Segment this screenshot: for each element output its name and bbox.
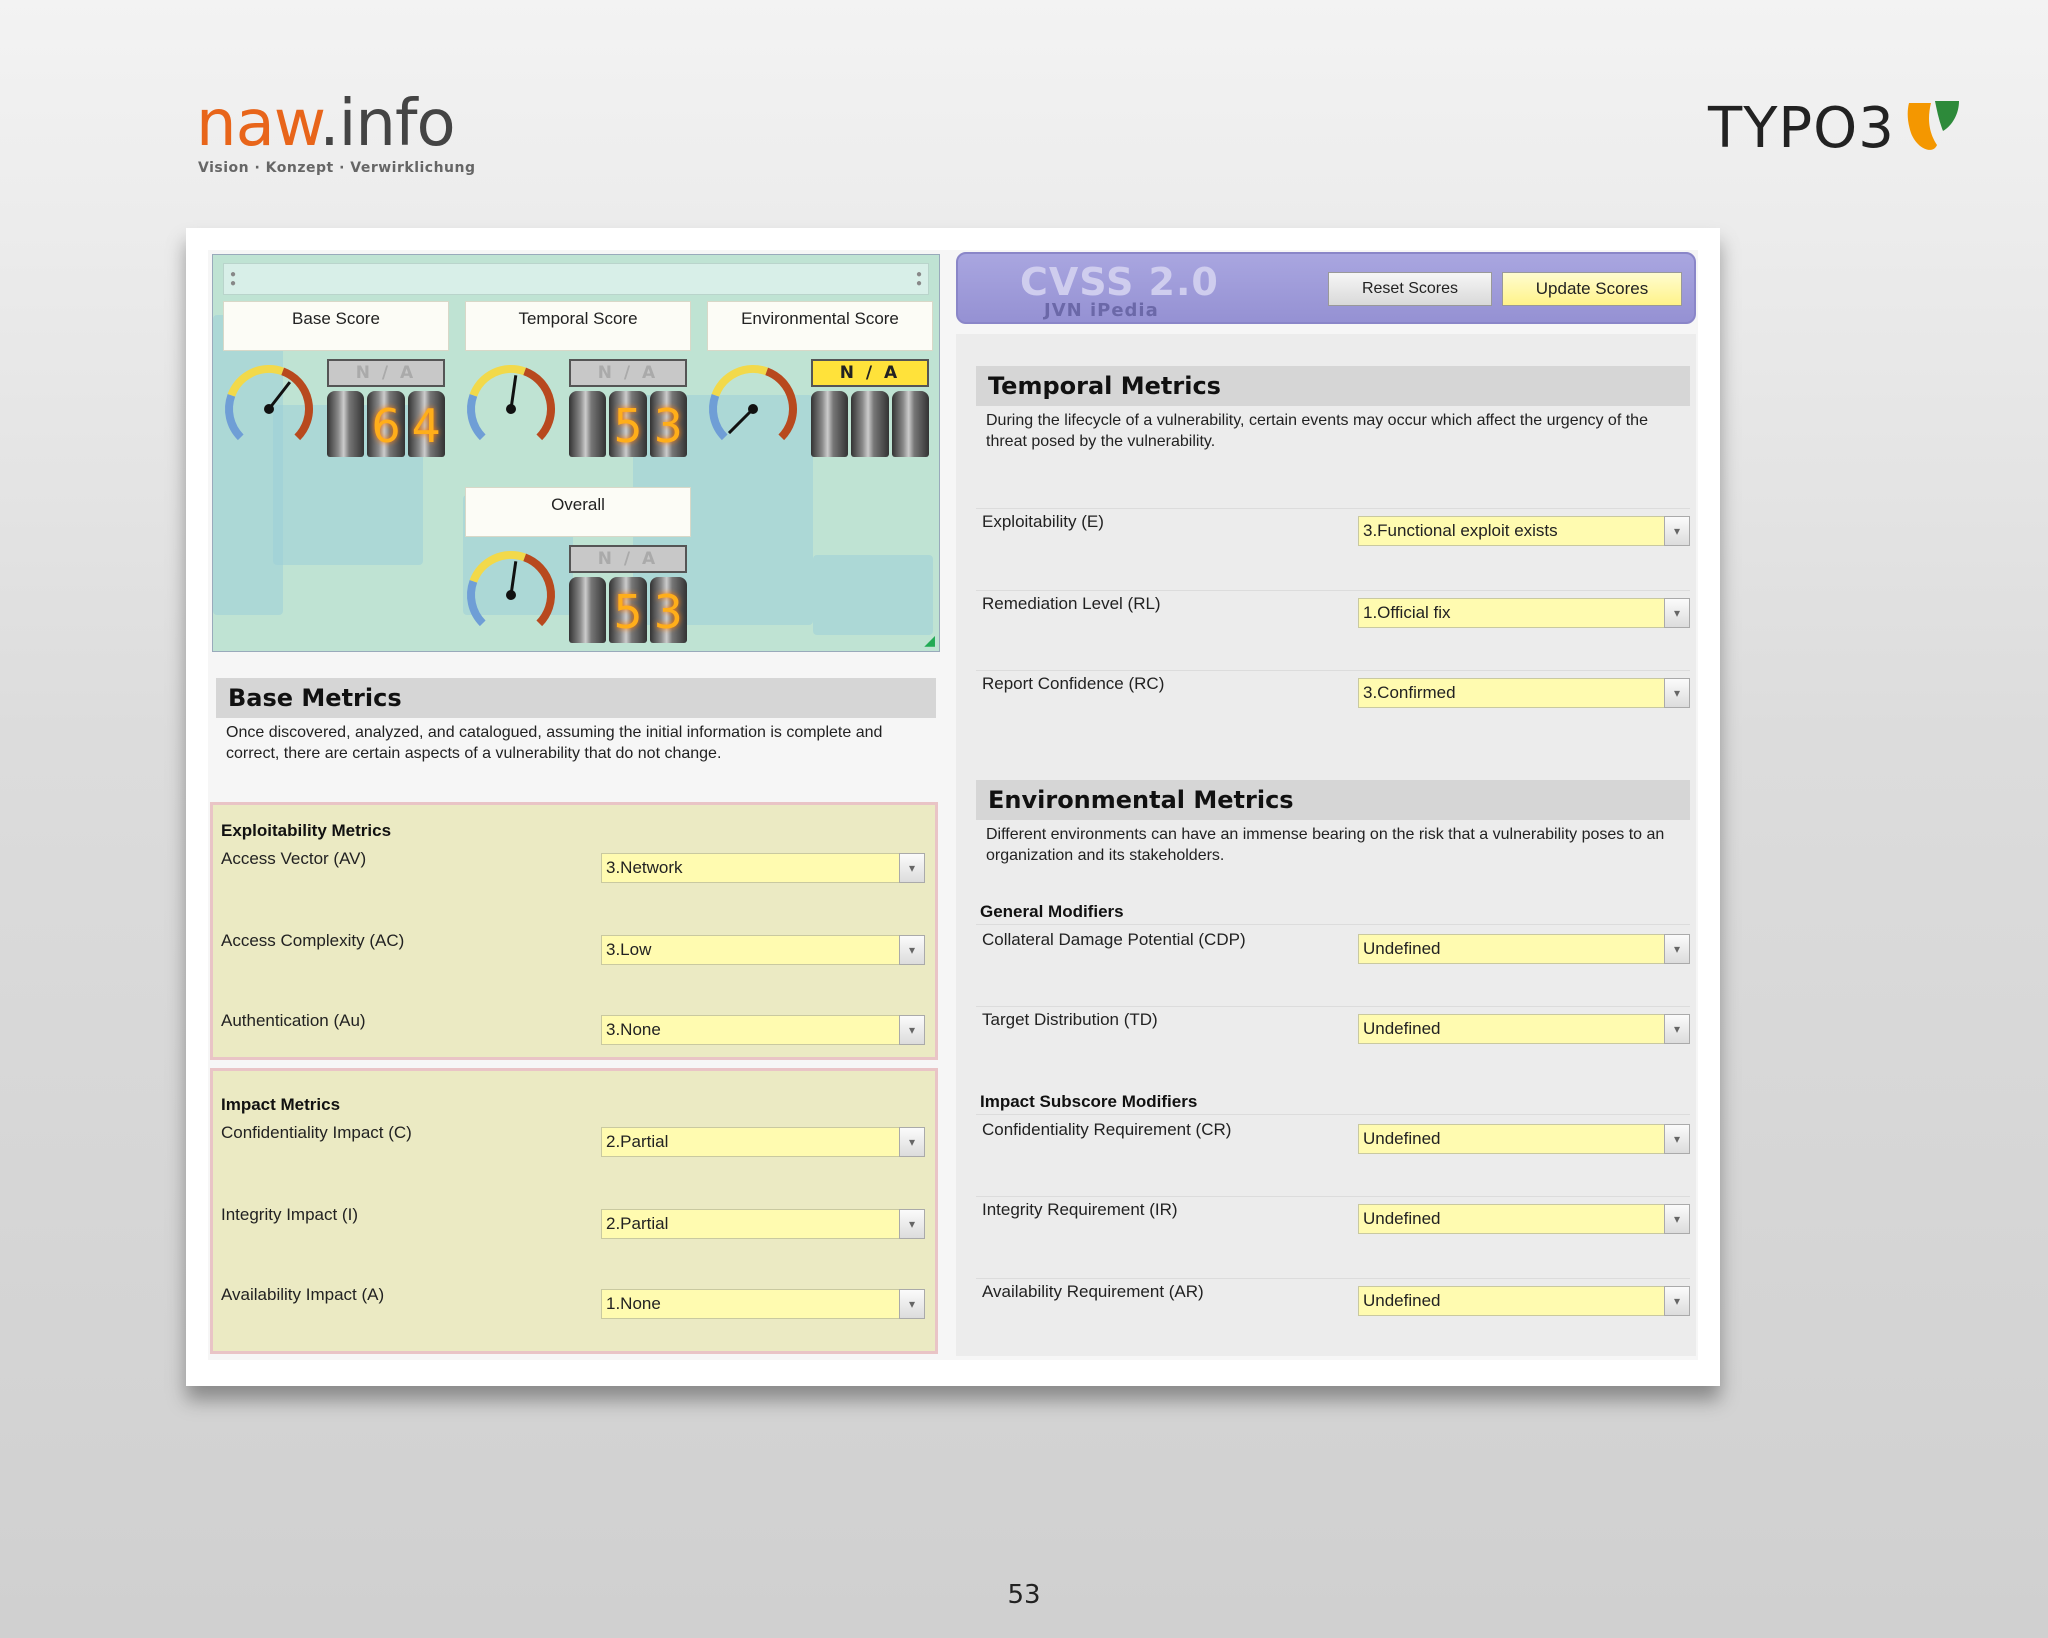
- chevron-down-icon[interactable]: ▾: [899, 935, 925, 965]
- chevron-down-icon[interactable]: ▾: [899, 1015, 925, 1045]
- chevron-down-icon[interactable]: ▾: [1664, 598, 1690, 628]
- temporal-score-gauge: [461, 359, 687, 459]
- dial-high-arc: [767, 371, 793, 437]
- nixie-tube: [892, 391, 929, 457]
- access-vector-select[interactable]: 3.Network ▾: [601, 853, 925, 883]
- report-confidence-select[interactable]: 3.Confirmed ▾: [1358, 678, 1690, 708]
- environmental-score-nixie: [811, 391, 929, 457]
- dial-hub: [506, 404, 516, 414]
- access-complexity-label: Access Complexity (AC): [221, 931, 405, 950]
- integrity-impact-label: Integrity Impact (I): [221, 1205, 358, 1224]
- nixie-tube: [569, 391, 606, 457]
- cvss-header-bar: [956, 252, 1696, 324]
- remediation-level-label: Remediation Level (RL): [982, 594, 1161, 613]
- exploitability-metrics-label: Exploitability Metrics: [221, 821, 392, 840]
- report-confidence-label: Report Confidence (RC): [982, 674, 1165, 693]
- base-score-gauge: [219, 359, 445, 459]
- cdp-select[interactable]: Undefined ▾: [1358, 934, 1690, 964]
- chevron-down-icon[interactable]: ▾: [1664, 934, 1690, 964]
- gauges-toolbar: ● ● ● ●: [223, 263, 929, 295]
- typo3-logo-icon: [1903, 99, 1963, 159]
- chevron-down-icon[interactable]: ▾: [1664, 1204, 1690, 1234]
- environmental-score-gauge: [703, 359, 929, 459]
- nixie-tube: 3: [650, 391, 687, 457]
- chevron-down-icon[interactable]: ▾: [1664, 678, 1690, 708]
- chevron-down-icon[interactable]: ▾: [899, 853, 925, 883]
- chevron-down-icon[interactable]: ▾: [1664, 1286, 1690, 1316]
- cdp-label: Collateral Damage Potential (CDP): [982, 930, 1246, 949]
- dial-hub: [264, 404, 274, 414]
- dial-needle: [269, 382, 290, 409]
- overall-score-dial: [461, 545, 565, 645]
- overall-score-display: N / A: [569, 545, 687, 573]
- resize-grip-icon[interactable]: ◢: [924, 632, 935, 648]
- overall-score-nixie: [569, 577, 687, 643]
- impact-subscore-modifiers-label: Impact Subscore Modifiers: [980, 1092, 1198, 1111]
- chevron-down-icon[interactable]: ▾: [1664, 1124, 1690, 1154]
- base-score-dial: [219, 359, 323, 459]
- update-scores-button[interactable]: Update Scores: [1502, 272, 1682, 306]
- nixie-tube: [811, 391, 848, 457]
- chevron-down-icon[interactable]: ▾: [899, 1209, 925, 1239]
- overall-score-label: Overall: [465, 487, 691, 537]
- page-number: 53: [1007, 1580, 1041, 1610]
- nixie-tube: 5: [609, 391, 646, 457]
- cvss-title: CVSS 2.0: [1020, 260, 1219, 304]
- dial-low-arc: [471, 581, 483, 623]
- overall-score-gauge: [461, 545, 687, 645]
- access-complexity-select[interactable]: 3.Low ▾: [601, 935, 925, 965]
- chevron-down-icon[interactable]: ▾: [1664, 516, 1690, 546]
- integrity-impact-select[interactable]: 2.Partial ▾: [601, 1209, 925, 1239]
- integrity-requirement-label: Integrity Requirement (IR): [982, 1200, 1178, 1219]
- dial-low-arc: [713, 395, 725, 437]
- dial-mid-arc: [473, 369, 524, 395]
- impact-metrics-group: [210, 1068, 938, 1354]
- dial-needle: [729, 409, 753, 433]
- naw-tagline: Vision · Konzept · Verwirklichung: [198, 160, 476, 176]
- temporal-metrics-title: Temporal Metrics: [976, 366, 1690, 406]
- temporal-score-nixie: [569, 391, 687, 457]
- impact-metrics-label: Impact Metrics: [221, 1095, 341, 1114]
- dial-low-arc: [471, 395, 483, 437]
- confidentiality-requirement-label: Confidentiality Requirement (CR): [982, 1120, 1232, 1139]
- target-distribution-select[interactable]: Undefined ▾: [1358, 1014, 1690, 1044]
- environmental-score-label: Environmental Score: [707, 301, 933, 351]
- confidentiality-requirement-select[interactable]: Undefined ▾: [1358, 1124, 1690, 1154]
- nixie-tube: 4: [408, 391, 445, 457]
- remediation-level-select[interactable]: 1.Official fix ▾: [1358, 598, 1690, 628]
- access-vector-label: Access Vector (AV): [221, 849, 367, 868]
- typo3-logo: [1708, 96, 1963, 161]
- base-score-nixie: [327, 391, 445, 457]
- confidentiality-impact-label: Confidentiality Impact (C): [221, 1123, 412, 1142]
- cvss-subtitle: JVN iPedia: [1044, 300, 1159, 321]
- typo3-wordmark: TYPO3: [1708, 96, 1895, 161]
- temporal-score-label: Temporal Score: [465, 301, 691, 351]
- nixie-tube: 3: [650, 577, 687, 643]
- chevron-down-icon[interactable]: ▾: [1664, 1014, 1690, 1044]
- nixie-tube: 6: [367, 391, 404, 457]
- dial-needle: [511, 561, 516, 595]
- screenshot-frame: [186, 228, 1720, 1386]
- authentication-label: Authentication (Au): [221, 1011, 366, 1030]
- chevron-down-icon[interactable]: ▾: [899, 1127, 925, 1157]
- environmental-metrics-description: Different environments can have an immense bearing on the risk that a vulnerability poses to an organization and its stakeholders.: [986, 826, 1665, 864]
- exploitability-label: Exploitability (E): [982, 512, 1104, 531]
- base-score-display: N / A: [327, 359, 445, 387]
- exploitability-metrics-group: [210, 802, 938, 1060]
- chevron-down-icon[interactable]: ▾: [899, 1289, 925, 1319]
- authentication-select[interactable]: 3.None ▾: [601, 1015, 925, 1045]
- exploitability-select[interactable]: 3.Functional exploit exists ▾: [1358, 516, 1690, 546]
- cvss-calculator-app: [208, 250, 1698, 1360]
- base-metrics-description: Once discovered, analyzed, and catalogued, assuming the initial information is complete and correct, there are certain aspects of a vulnerability that do not change.: [226, 724, 883, 762]
- base-score-label: Base Score: [223, 301, 449, 351]
- nixie-tube: [327, 391, 364, 457]
- dial-mid-arc: [473, 555, 524, 581]
- temporal-score-dial: [461, 359, 565, 459]
- dial-needle: [511, 375, 516, 409]
- availability-impact-label: Availability Impact (A): [221, 1285, 385, 1304]
- environmental-score-dial: [703, 359, 807, 459]
- dial-hub: [748, 404, 758, 414]
- confidentiality-impact-select[interactable]: 2.Partial ▾: [601, 1127, 925, 1157]
- temporal-metrics-description: During the lifecycle of a vulnerability, certain events may occur which affect the urgency of the threat posed by the vulnerability.: [986, 412, 1648, 450]
- nixie-tube: [851, 391, 888, 457]
- dial-hub: [506, 590, 516, 600]
- score-gauges-panel: [212, 254, 940, 652]
- naw-info-logo: naw.info Vision · Konzept · Verwirklichung: [196, 87, 476, 176]
- environmental-score-display: N / A: [811, 359, 929, 387]
- base-metrics-title: Base Metrics: [216, 678, 936, 718]
- dial-mid-arc: [715, 369, 766, 395]
- availability-impact-select[interactable]: 1.None ▾: [601, 1289, 925, 1319]
- temporal-score-display: N / A: [569, 359, 687, 387]
- dial-high-arc: [525, 371, 551, 437]
- dial-low-arc: [229, 395, 241, 437]
- environmental-metrics-title: Environmental Metrics: [976, 780, 1690, 820]
- dial-mid-arc: [231, 369, 282, 395]
- target-distribution-label: Target Distribution (TD): [982, 1010, 1158, 1029]
- nixie-tube: [569, 577, 606, 643]
- integrity-requirement-select[interactable]: Undefined ▾: [1358, 1204, 1690, 1234]
- dial-high-arc: [283, 371, 309, 437]
- dial-high-arc: [525, 557, 551, 623]
- nixie-tube: 5: [609, 577, 646, 643]
- availability-requirement-label: Availability Requirement (AR): [982, 1282, 1204, 1301]
- availability-requirement-select[interactable]: Undefined ▾: [1358, 1286, 1690, 1316]
- reset-scores-button[interactable]: Reset Scores: [1328, 272, 1492, 306]
- general-modifiers-label: General Modifiers: [980, 902, 1124, 921]
